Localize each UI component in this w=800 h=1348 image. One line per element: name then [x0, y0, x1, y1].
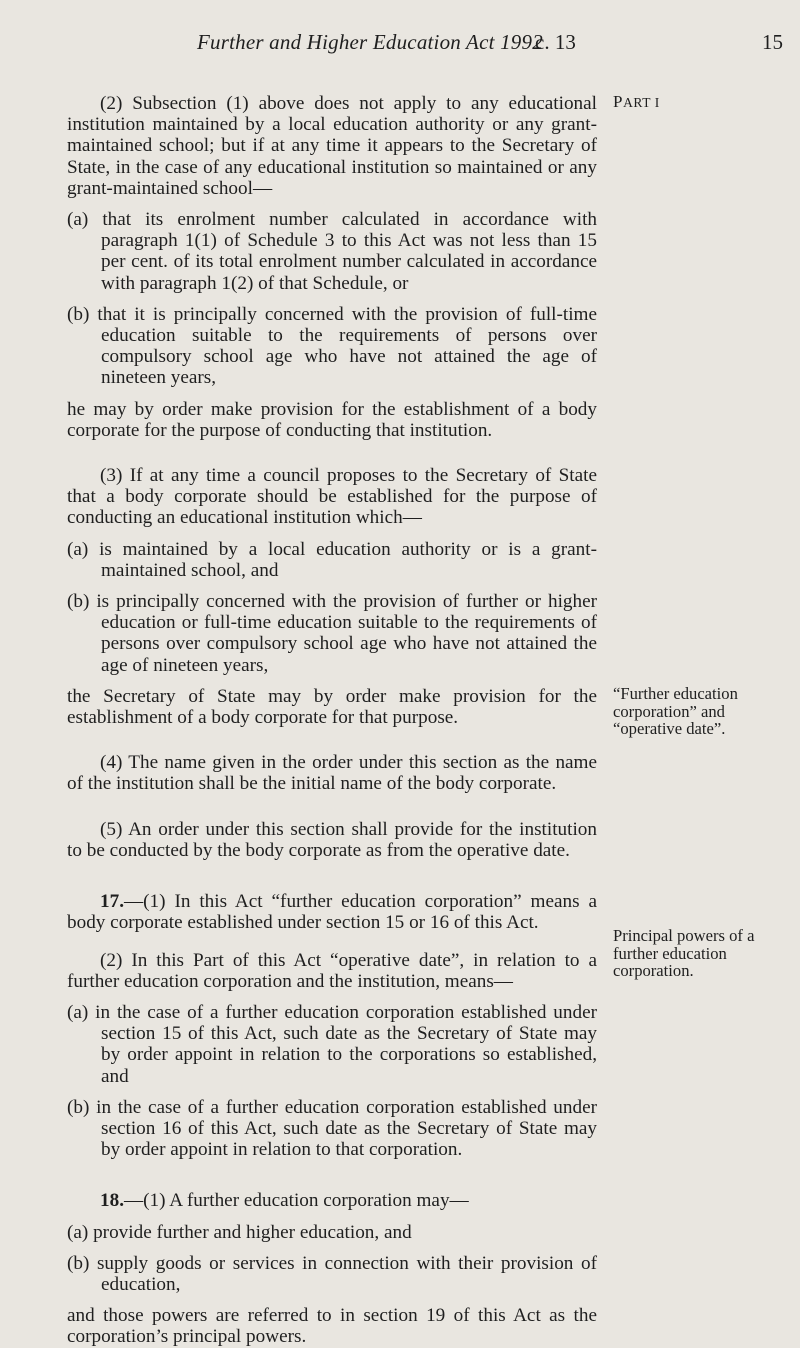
s16-2-paragraph-b: (b) that it is principally concerned with the provision of full-time education suitable to the requirements of persons over compulsory school age who have not attained the age of nineteen years,	[67, 303, 597, 389]
s18-1-paragraph-a: (a) provide further and higher education, and	[67, 1221, 412, 1243]
s18-1-text: —(1) A further education corporation may—	[123, 1190, 469, 1212]
s16-subsection-3: (3) If at any time a council proposes to the Secretary of State that a body corporate should be established for the purpose of conducting an educational institution which—	[67, 465, 597, 529]
s16-3-paragraph-a: (a) is maintained by a local education authority or is a grant-maintained school, and	[67, 538, 597, 581]
s18-subsection-1	[67, 1190, 597, 1211]
s17-2-paragraph-b: (b) in the case of a further education corporation established under section 16 of this Act, such date as the Secretary of State may by order appoint in relation to that corporation.	[67, 1096, 597, 1161]
act-title: Further and Higher Education Act 1992	[197, 30, 543, 54]
section-17-number: 17.	[100, 891, 124, 913]
page-number: 15	[762, 30, 783, 54]
statute-body	[67, 93, 597, 1348]
s17-subsection-1	[67, 891, 597, 933]
s16-3-paragraph-b: (b) is principally concerned with the provision of further or higher education or full-time education suitable to the requirements of persons over compulsory school age who have not attained the age of nineteen years,	[67, 591, 597, 676]
s18-1-closing: and those powers are referred to in section 19 of this Act as the corporation’s principal powers.	[67, 1305, 597, 1348]
s16-subsection-2: (2) Subsection (1) above does not apply to any educational institution maintained by a local education authority or any grant-maintained school; but if at any time it appears to the Secretary of State, in the case of any educational institution so maintained or any grant-maintained school—	[67, 93, 597, 199]
s16-subsection-4: (4) The name given in the order under this section as the name of the institution shall be the initial name of the body corporate.	[67, 752, 597, 795]
section-18-number: 18.	[100, 1190, 124, 1212]
chapter-number: c. 13	[535, 30, 576, 54]
s18-1-paragraph-b: (b) supply goods or services in connection with their provision of education,	[67, 1252, 597, 1295]
s16-2-paragraph-a: (a) that its enrolment number calculated in accordance with paragraph 1(1) of Schedule 3 to this Act was not less than 15 per cent. of its total enrolment number calculated in accordance with paragraph 1(2) of that Schedule, or	[67, 209, 597, 294]
s17-subsection-2: (2) In this Part of this Act “operative date”, in relation to a further education corporation and the institution, means—	[67, 949, 597, 992]
part-label-rest: ART I	[623, 95, 660, 110]
part-label	[613, 93, 793, 112]
margin-note-section-18: Principal powers of a further education corporation.	[613, 926, 755, 980]
s16-subsection-5: (5) An order under this section shall provide for the institution to be conducted by the body corporate as from the operative date.	[67, 818, 597, 861]
running-header	[0, 30, 800, 60]
s17-1-text: —(1) In this Act “further education corporation” means a body corporate established under section 15 or 16 of this Act.	[67, 891, 597, 934]
s17-2-paragraph-a: (a) in the case of a further education corporation established under section 15 of this Act, such date as the Secretary of State may by order appoint in relation to the corporations so established, and	[67, 1001, 597, 1087]
part-label-initial: P	[613, 92, 624, 111]
s16-3-closing: the Secretary of State may by order make provision for the establishment of a body corporate for that purpose.	[67, 685, 597, 729]
s16-2-closing: he may by order make provision for the establishment of a body corporate for the purpose of conducting that institution.	[67, 398, 597, 441]
margin-note-section-17: “Further education corporation” and “operative date”.	[613, 684, 738, 738]
